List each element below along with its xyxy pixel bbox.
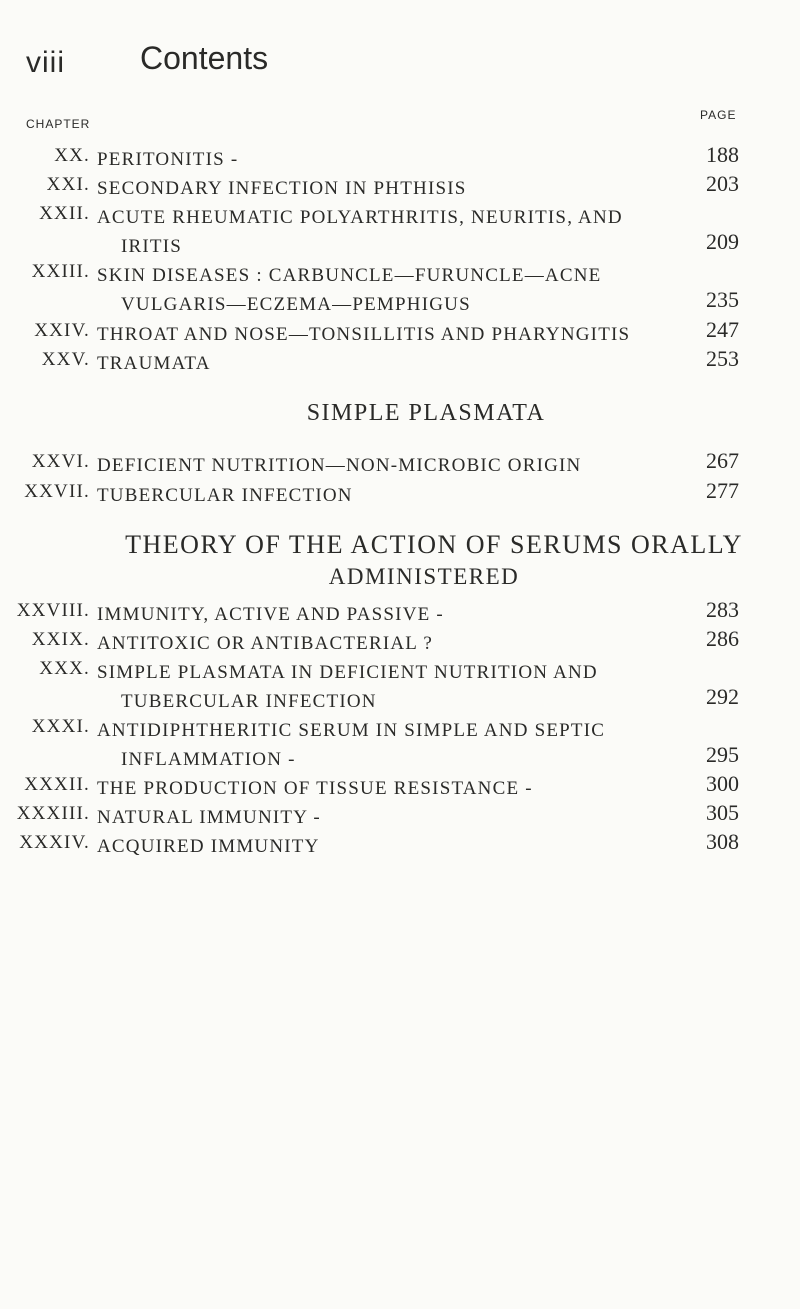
chapter-title: [97, 174, 697, 203]
chapter-title-line: ACUTE RHEUMATIC POLYARTHRITIS, NEURITIS, AND: [97, 207, 623, 228]
chapter-number: XXIX.: [31, 629, 90, 650]
page-ref: 203: [706, 171, 739, 196]
page-ref: 283: [706, 597, 739, 622]
chapter-title-line: TRAUMATA: [97, 353, 211, 374]
chapter-title-line: SKIN DISEASES : CARBUNCLE—FURUNCLE—ACNE: [97, 265, 602, 286]
chapter-title-line: TUBERCULAR INFECTION: [97, 485, 353, 506]
page-ref: 308: [706, 829, 739, 854]
chapter-number: XXVII.: [24, 481, 90, 502]
section-heading-line-1: THEORY OF THE ACTION OF SERUMS ORALLY: [125, 530, 743, 559]
page-ref: 286: [706, 626, 739, 651]
running-title: Contents: [140, 40, 269, 76]
page-ref: 277: [706, 478, 739, 503]
chapter-title-line: SIMPLE PLASMATA IN DEFICIENT NUTRITION AND: [97, 662, 598, 683]
chapter-title: [97, 145, 697, 174]
chapter-title-line: TUBERCULAR INFECTION: [121, 691, 377, 712]
page-ref: 209: [706, 229, 739, 254]
chapter-number: XXVIII.: [16, 600, 90, 621]
chapter-number: XXXIII.: [16, 803, 90, 824]
chapter-number: XXI.: [46, 174, 90, 195]
chapter-number: XXXI.: [31, 716, 90, 737]
section-heading-simple-plasmata: SIMPLE PLASMATA: [306, 400, 546, 426]
chapter-title-line: ANTITOXIC OR ANTIBACTERIAL ?: [97, 633, 433, 654]
chapter-number: XXIV.: [34, 320, 90, 341]
chapter-column-label: CHAPTER: [26, 117, 91, 131]
chapter-title-line: SECONDARY INFECTION IN PHTHISIS: [97, 178, 467, 199]
chapter-title: [97, 349, 697, 378]
chapter-title: [97, 716, 697, 774]
chapter-title-line: THE PRODUCTION OF TISSUE RESISTANCE -: [97, 778, 533, 799]
chapter-title: [97, 481, 697, 510]
page-ref: 188: [706, 142, 739, 167]
chapter-title-line: ANTIDIPHTHERITIC SERUM IN SIMPLE AND SEPTIC: [97, 720, 606, 741]
page-ref: 305: [706, 800, 739, 825]
page-ref: 295: [706, 742, 739, 767]
page-ref: 292: [706, 684, 739, 709]
chapter-title-line: PERITONITIS -: [97, 149, 239, 170]
chapter-number: XXVI.: [31, 451, 90, 472]
chapter-number: XXX.: [39, 658, 90, 679]
page-ref: 235: [706, 287, 739, 312]
chapter-title: [97, 774, 697, 803]
chapter-number: XX.: [54, 145, 90, 166]
page-ref: 300: [706, 771, 739, 796]
chapter-number: XXXII.: [24, 774, 90, 795]
section-heading-line-2: ADMINISTERED: [328, 564, 520, 589]
chapter-title: [97, 320, 697, 349]
chapter-number: XXIII.: [31, 261, 90, 282]
chapter-title-line: VULGARIS—ECZEMA—PEMPHIGUS: [121, 294, 471, 315]
page-ref: 267: [706, 448, 739, 473]
chapter-number: XXXIV.: [19, 832, 90, 853]
chapter-title: [97, 451, 697, 480]
page-column-label: PAGE: [700, 108, 737, 122]
chapter-title: [97, 203, 697, 261]
chapter-number: XXV.: [41, 349, 90, 370]
page-number: viii: [26, 46, 65, 79]
chapter-number: XXII.: [39, 203, 90, 224]
chapter-title: [97, 803, 697, 832]
chapter-title-line: ACQUIRED IMMUNITY: [97, 836, 320, 857]
chapter-title-line: IMMUNITY, ACTIVE AND PASSIVE -: [97, 604, 444, 625]
chapter-title: [97, 832, 697, 861]
chapter-title-line: NATURAL IMMUNITY -: [97, 807, 321, 828]
chapter-title-line: DEFICIENT NUTRITION—NON-MICROBIC ORIGIN: [97, 455, 582, 476]
chapter-title: [97, 600, 697, 629]
chapter-title: [97, 261, 697, 319]
chapter-title-line: INFLAMMATION -: [121, 749, 296, 770]
section-heading-theory: [0, 530, 800, 590]
chapter-title: [97, 629, 697, 658]
chapter-title-line: THROAT AND NOSE—TONSILLITIS AND PHARYNGITIS: [97, 324, 631, 345]
page-ref: 253: [706, 346, 739, 371]
page-ref: 247: [706, 317, 739, 342]
chapter-title: [97, 658, 697, 716]
chapter-title-line: IRITIS: [121, 236, 183, 257]
